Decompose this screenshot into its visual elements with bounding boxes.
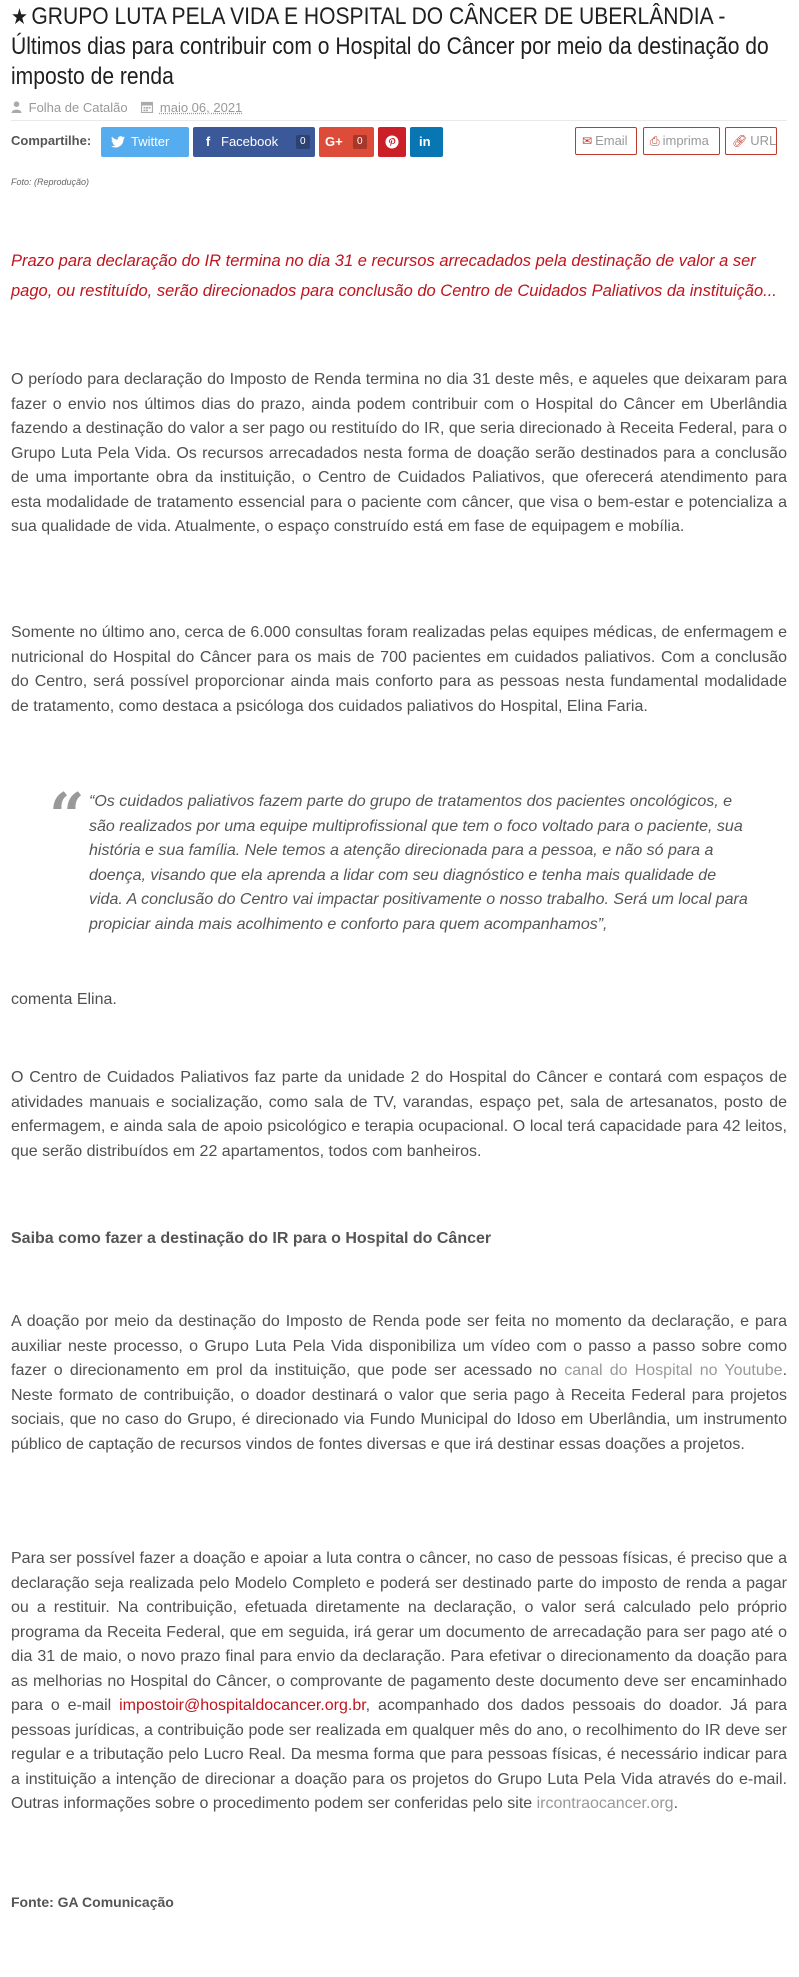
googleplus-count: 0 — [353, 135, 367, 149]
url-button[interactable] — [725, 127, 777, 155]
star-icon: ★ — [11, 4, 28, 29]
paragraph-4-text-a: A doação por meio da destinação do Imposto de Renda pode ser feita no momento da declaração, e para auxiliar neste processo, o Grupo Luta Pela Vida disponibiliza um vídeo com o passo a passo sobre como fazer o direcionamento em prol da instituição, que pode ser acessado no — [11, 1313, 787, 1379]
article-source: Fonte: GA Comunicação — [11, 1894, 174, 1910]
paragraph-3: O Centro de Cuidados Paliativos faz parte da unidade 2 do Hospital do Câncer e contará com espaços de atividades manuais e socialização, como sala de TV, varandas, espaço pet, sala de artesanatos, posto de enfermagem, e ainda sala de apoio psicológico e terapia ocupacional. O local terá capacidade para 42 leitos, que serão distribuídos em 22 apartamentos, todos com banheiros. — [11, 1069, 787, 1160]
pinterest-icon — [379, 127, 405, 157]
pinterest-share-button[interactable] — [378, 127, 406, 157]
printer-icon: ⎙ — [650, 134, 660, 148]
quote-attribution: comenta Elina. — [11, 991, 117, 1008]
paragraph-5-text-b: , acompanhado dos dados pessoais do doador. Já para pessoas jurídicas, a contribuição pode ser realizada em qualquer mês do ano, o recolhimento do IR deve ser regular e a tributação pelo Lucro Real. Da mesma forma que para pessoas físicas, é necessário indicar para a instituição a intenção de direcionar a doação para os projetos do Grupo Luta Pela Vida através do e-mail. Outras informações sobre o procedimento podem ser conferidas pelo site — [11, 1697, 788, 1812]
facebook-share-button[interactable] — [193, 127, 315, 157]
author-name[interactable]: Folha de Catalão — [28, 100, 128, 115]
envelope-icon: ✉ — [582, 134, 593, 148]
article-meta — [11, 100, 787, 121]
facebook-label: Facebook — [221, 134, 279, 149]
email-button[interactable] — [575, 127, 637, 155]
paragraph-2: Somente no último ano, cerca de 6.000 consultas foram realizadas pelas equipes médicas, de enfermagem e nutricional do Hospital do Câncer para os mais de 700 pacientes em cuidados paliativos. Com a conclusão do Centro, será possível proporcionar ainda mais conforto para as pessoas nesta fundamental modalidade de tratamento, como destaca a psicóloga dos cuidados paliativos do Hospital, Elina Faria. — [11, 624, 787, 715]
paragraph-5-text-a: Para ser possível fazer a doação e apoiar a luta contra o câncer, no caso de pessoas físicas, é preciso que a declaração seja realizada pelo Modelo Completo e poderá ser destinado parte do imposto de renda a pagar ou a restituir. Na contribuição, efetuada diretamente na declaração, o valor será calculado pelo próprio programa da Receita Federal, que em seguida, irá gerar um documento de arrecadação para ser pago até o dia 31 de maio, o novo prazo final para envio da declaração. Para efetivar o direcionamento da doação para as melhorias no Hospital do Câncer, o comprovante de pagamento deste documento deve ser encaminhado para o e-mail — [11, 1550, 787, 1714]
facebook-icon: f — [205, 134, 211, 149]
section-heading: Saiba como fazer a destinação do IR para o Hospital do Câncer — [11, 1230, 492, 1247]
share-label: Compartilhe: — [11, 133, 92, 148]
quote-text: “Os cuidados paliativos fazem parte do grupo de tratamentos dos pacientes oncológicos, e são realizados por uma equipe multiprofissional que tem o foco voltado para o paciente, sua história e sua família. Nele temos a atenção direcionada para a pessoa, e não só para a doença, visando que ela aprenda a lidar com seu diagnóstico e tenha mais qualidade de vida. A conclusão do Centro vai impactar positivamente o nosso trabalho. Será um local para propiciar ainda mais acolhimento e conforto para quem acompanhamos”, — [89, 793, 748, 933]
twitter-share-button[interactable] — [101, 127, 189, 157]
facebook-count: 0 — [296, 135, 310, 149]
twitter-label: Twitter — [131, 134, 170, 149]
site-link[interactable]: ircontraocancer.org — [536, 1795, 674, 1812]
user-icon — [11, 101, 22, 116]
paragraph-4 — [11, 1310, 787, 1457]
youtube-channel-link[interactable]: canal do Hospital no Youtube — [564, 1362, 783, 1379]
googleplus-label: G+ — [325, 134, 343, 149]
print-button[interactable] — [643, 127, 720, 155]
paragraph-5 — [11, 1547, 787, 1817]
article-title — [11, 2, 787, 92]
paragraph-1: O período para declaração do Imposto de Renda termina no dia 31 deste mês, e aqueles que deixaram para fazer o envio nos últimos dias do prazo, ainda podem contribuir com o Hospital do Câncer em Uberlândia fazendo a destinação do valor a ser pago ou restituído do IR, que seria direcionado à Receita Federal, para o Grupo Luta Pela Vida. Os recursos arrecadados nesta forma de doação serão destinados para a conclusão de uma importante obra da instituição, o Centro de Cuidados Paliativos, que oferecerá atendimento para esta modalidade de tratamento essencial para o paciente com câncer, que visa o bem-estar e potencializa a sua qualidade de vida. Atualmente, o espaço construído está em fase de equipagem e mobília. — [11, 371, 787, 535]
publish-date: maio 06, 2021 — [159, 100, 243, 115]
linkedin-share-button[interactable] — [410, 127, 443, 157]
paragraph-5-text-c: . — [673, 1795, 679, 1812]
print-label: imprima — [662, 133, 709, 148]
calendar-icon — [141, 101, 153, 116]
blockquote — [11, 779, 787, 960]
linkedin-label: in — [419, 134, 431, 149]
share-bar — [11, 125, 787, 157]
email-link[interactable]: impostoir@hospitaldocancer.org.br — [119, 1697, 366, 1714]
paragraph-4-text-b: . Neste formato de contribuição, o doador destinará o valor que seria pago à Receita Federal para projetos sociais, que no caso do Grupo, é direcionado via Fundo Municipal do Idoso em Uberlândia, um instrumento público de captação de recursos vindos de fontes diversas e que irá destinar essas doações a projetos. — [11, 1362, 788, 1453]
twitter-icon — [105, 127, 131, 157]
quote-icon: “ — [49, 779, 85, 852]
link-icon: 🔗︎ — [732, 134, 748, 148]
url-label: URL — [750, 133, 777, 148]
photo-caption: Foto: (Reprodução) — [11, 177, 90, 187]
email-label: Email — [595, 133, 628, 148]
googleplus-share-button[interactable] — [319, 127, 374, 157]
article-title-text: GRUPO LUTA PELA VIDA E HOSPITAL DO CÂNCER DE UBERLÂNDIA - Últimos dias para contribuir com o Hospital do Câncer por meio da destinação do imposto de renda — [11, 3, 769, 90]
article-lead: Prazo para declaração do IR termina no dia 31 e recursos arrecadados pela destinação de valor a ser pago, ou restituído, serão direcionados para conclusão do Centro de Cuidados Paliativos da instituição... — [11, 252, 777, 300]
